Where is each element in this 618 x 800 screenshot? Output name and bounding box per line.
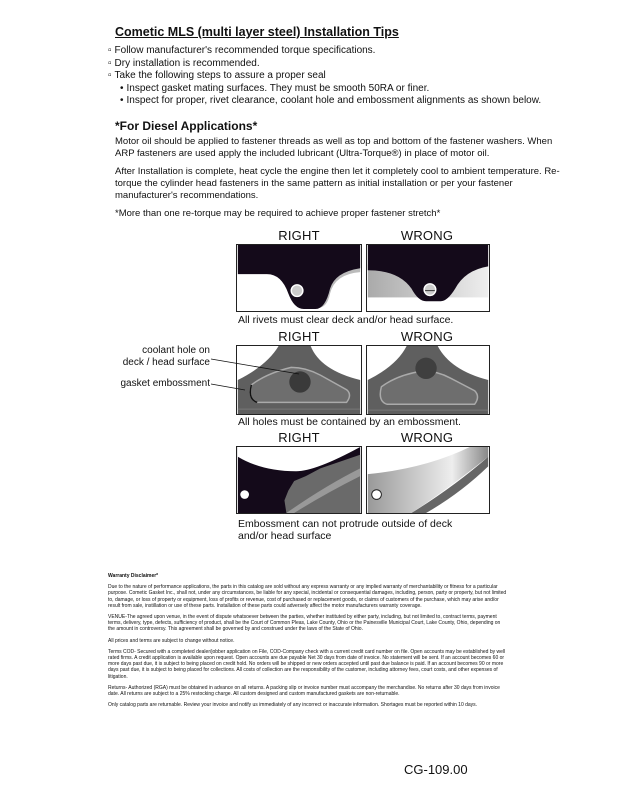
hole-caption: All holes must be contained by an embossment. <box>238 416 461 428</box>
page-code: CG-109.00 <box>404 762 468 777</box>
tip-item: ▫ Follow manufacturer's recommended torque specifications. <box>108 45 588 58</box>
disclaimer-paragraph: All prices and terms are subject to change without notice. <box>108 637 235 644</box>
embossment-right-diagram <box>236 446 362 514</box>
disclaimer-paragraph: Terms COD- Secured with a completed dealer/jobber application on File, COD-Company check with a current credit card number on file. Open accounts may be established by well rated firms. A credit application is available upon request. Open accounts are due payable Net 30 days from date of invoice. No statement will be sent. If an account becomes 60 or more days past due, it is subject to being placed on credit hold. No orders will be shipped or new orders accepted until past due balance is paid. If an account becomes 90 or more days past due, it is subject to being placed for collections. All costs of collection are the responsibility of the customer, including attorney fees, court costs, and other expenses of litigation. <box>108 648 506 680</box>
wrong-label: WRONG <box>400 329 454 344</box>
callout-lines <box>205 350 305 400</box>
gasket-embossment-label: gasket embossment <box>120 378 210 389</box>
diesel-note: *More than one re-torque may be required to achieve proper fastener stretch* <box>115 208 441 219</box>
diesel-paragraph: After Installation is complete, heat cycle the engine then let it completely cool to ambient temperature. Re-torque the cylinder head fasteners in the same pattern as initial installation or per your fastener manufacturer's recommendations. <box>115 166 560 201</box>
tip-subitem: • Inspect gasket mating surfaces. They must be smooth 50RA or finer. <box>108 83 588 96</box>
right-label: RIGHT <box>278 228 320 243</box>
coolant-hole-label <box>95 345 210 368</box>
caption-line: and/or head surface <box>238 530 332 542</box>
coolant-label-line: coolant hole on <box>142 345 210 356</box>
warranty-disclaimer <box>108 573 508 713</box>
wrong-label: WRONG <box>400 228 454 243</box>
diesel-paragraph: Motor oil should be applied to fastener threads as well as top and bottom of the fastener washers. When ARP fasteners are used apply the included lubricant (Ultra-Torque®) in place of motor oil. <box>115 136 553 159</box>
tip-subitem: • Inspect for proper, rivet clearance, coolant hole and embossment alignments as shown below. <box>108 95 588 108</box>
rivet-right-diagram <box>236 244 362 312</box>
disclaimer-heading: Warranty Disclaimer* <box>108 573 159 579</box>
coolant-label-line: deck / head surface <box>122 356 210 368</box>
coolant-wrong-diagram <box>366 345 490 415</box>
diesel-heading: *For Diesel Applications* <box>115 119 258 133</box>
embossment-caption <box>238 518 452 542</box>
disclaimer-paragraph: Returns- Authorized (RGA) must be obtained in advance on all returns. A packing slip or invoice number must accompany the merchandise. No returns after 30 days from invoice date. All returns are subject to a 25% restocking charge. All custom designed and custom manufactured gaskets are non-returnable. <box>108 684 500 698</box>
tip-item: ▫ Dry installation is recommended. <box>108 58 588 71</box>
wrong-label: WRONG <box>400 430 454 445</box>
disclaimer-paragraph: Only catalog parts are returnable. Review your invoice and notify us immediately of any incorrect or inaccurate information. Shortages must be reported within 10 days. <box>108 702 478 709</box>
disclaimer-paragraph: VENUE-The agreed upon venue, in the event of dispute whatsoever between the parties, whether instituted by either party, including, but not limited to, contract terms, payment terms, delivery, type, defects, sufficiency of product, shall be the Court of Common Pleas, Lake County, Ohio or the Painesville Municipal Court, Lake County, Ohio, depending on the amount in controversy. This agreement shall be governed by and construed under the laws of the State of Ohio. <box>108 614 501 633</box>
tip-item: ▫ Take the following steps to assure a proper seal <box>108 70 588 83</box>
caption-line: Embossment can not protrude outside of deck <box>238 518 453 530</box>
page-title: Cometic MLS (multi layer steel) Installation Tips <box>115 25 399 39</box>
right-label: RIGHT <box>278 329 320 344</box>
embossment-wrong-diagram <box>366 446 490 514</box>
rivet-wrong-diagram <box>366 244 490 312</box>
rivet-caption: All rivets must clear deck and/or head surface. <box>238 314 454 326</box>
right-label: RIGHT <box>278 430 320 445</box>
disclaimer-paragraph: Due to the nature of performance applications, the parts in this catalog are sold without any express warranty or any implied warranty of merchantability or fitness for a particular purpose. Cometic Gasket Inc., shall not, under any circumstances, be liable for any special, incidental or consequential damages, including, person, party or property, but not limited to, damage, or loss of property or equipment, loss of profits or revenue, cost of purchased or replacement goods, or claims of customers of the purchase, which may arise and/or result from sale, instillation or use of these parts. Installation of these parts could adversely affect the motor manufacturers warranty coverage. <box>108 584 507 609</box>
